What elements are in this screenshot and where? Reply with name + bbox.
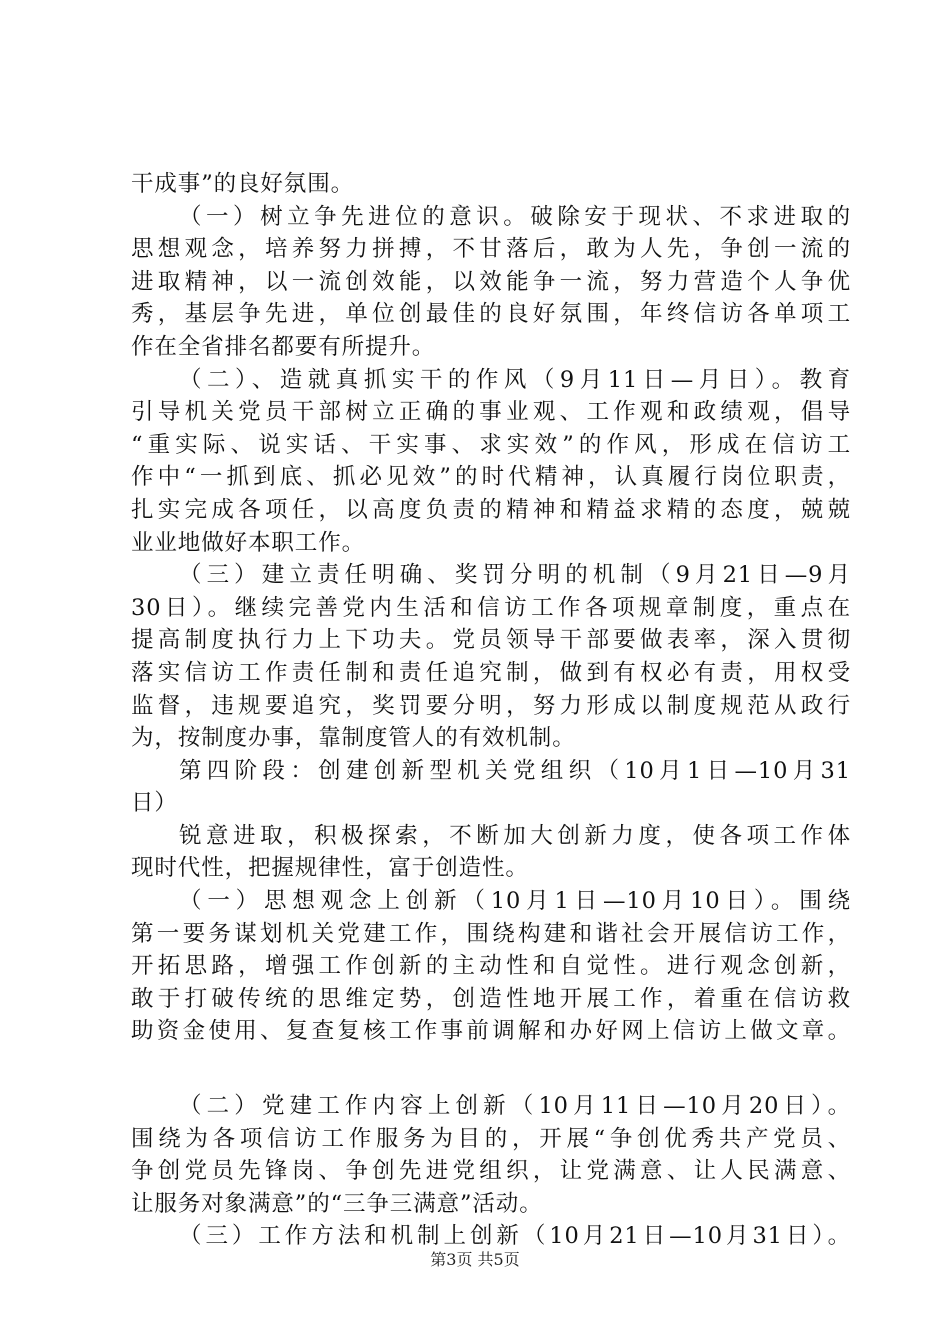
text-line: 让服务对象满意”的“三争三满意”活动。 — [131, 1190, 543, 1217]
text-line: 落实信访工作责任制和责任追究制，做到有权必有责，用权受 — [131, 659, 851, 686]
text-line: 引导机关党员干部树立正确的事业观、工作观和政绩观，倡导 — [131, 399, 851, 426]
text-line: 业业地做好本职工作。 — [131, 529, 366, 556]
text-line: 提高制度执行力上下功夫。党员领导干部要做表率，深入贯彻 — [131, 627, 851, 654]
text-line: （三）工作方法和机制上创新（10月21日—10月31日）。 — [179, 1223, 851, 1250]
text-line: “重实际、说实话、干实事、求实效”的作风，形成在信访工 — [131, 431, 851, 458]
text-line: （一）思想观念上创新（10月1日—10月10日）。围绕 — [179, 888, 851, 915]
page-footer: 第3页 共5页 — [430, 1250, 520, 1269]
text-line: 秀，基层争先进，单位创最佳的良好氛围，年终信访各单项工 — [131, 301, 851, 328]
text-line: 作中“一抓到底、抓必见效”的时代精神，认真履行岗位职责， — [131, 464, 851, 491]
text-line: 30日）。继续完善党内生活和信访工作各项规章制度，重点在 — [131, 594, 851, 621]
text-line: （一）树立争先进位的意识。破除安于现状、不求进取的 — [179, 203, 851, 230]
text-line: 日） — [131, 790, 178, 817]
text-line: 开拓思路，增强工作创新的主动性和自觉性。进行观念创新， — [131, 953, 851, 980]
text-line: 第四阶段：创建创新型机关党组织（10月1日—10月31 — [179, 757, 851, 784]
text-line: 监督，违规要追究，奖罚要分明，努力形成以制度规范从政行 — [131, 692, 851, 719]
text-line: 进取精神，以一流创效能，以效能争一流，努力营造个人争优 — [131, 268, 851, 295]
text-line: 干成事”的良好氛围。 — [131, 171, 355, 197]
text-line: 扎实完成各项任，以高度负责的精神和精益求精的态度，兢兢 — [131, 496, 851, 523]
text-line: 为，按制度办事，靠制度管人的有效机制。 — [131, 725, 576, 752]
text-line: 围绕为各项信访工作服务为目的，开展“争创优秀共产党员、 — [131, 1125, 851, 1152]
document-body — [131, 168, 851, 1253]
text-line: （二）、造就真抓实干的作风（9月11日—月日）。教育 — [179, 366, 851, 393]
text-line: 锐意进取，积极探索，不断加大创新力度，使各项工作体 — [179, 822, 851, 849]
text-line: 敢于打破传统的思维定势，创造性地开展工作，着重在信访救 — [131, 985, 851, 1012]
text-line: 争创党员先锋岗、争创先进党组织，让党满意、让人民满意、 — [131, 1158, 851, 1185]
text-line: 作在全省排名都要有所提升。 — [131, 333, 436, 360]
text-line: （三）建立责任明确、奖罚分明的机制（9月21日—9月 — [179, 562, 851, 589]
text-line: 现时代性，把握规律性，富于创造性。 — [131, 855, 529, 882]
paragraph-gap — [131, 1048, 851, 1090]
text-line: 思想观念，培养努力拼搏，不甘落后，敢为人先，争创一流的 — [131, 236, 851, 263]
text-line: 第一要务谋划机关党建工作，围绕构建和谐社会开展信访工作， — [131, 920, 851, 947]
text-line: （二）党建工作内容上创新（10月11日—10月20日）。 — [179, 1093, 851, 1120]
text-line: 助资金使用、复查复核工作事前调解和办好网上信访上做文章。 — [131, 1018, 851, 1045]
